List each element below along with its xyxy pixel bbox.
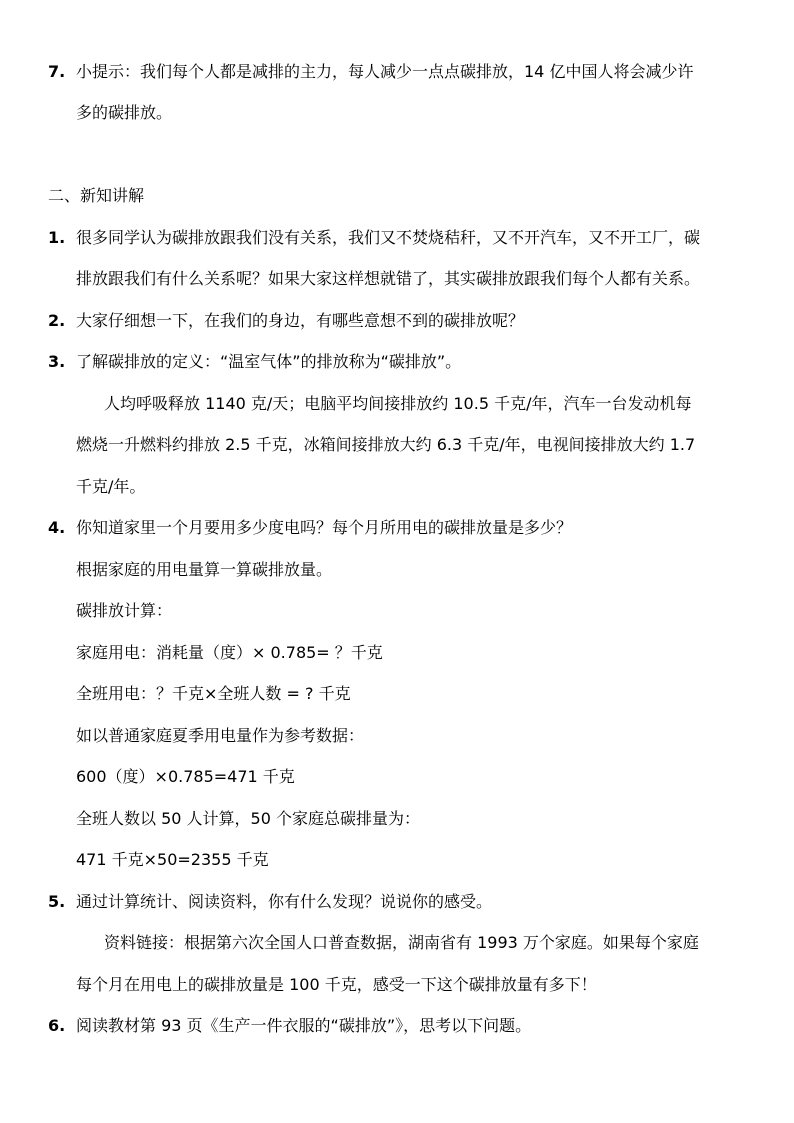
item-4-line-3: 碳排放计算： <box>76 601 173 620</box>
item-6-line-1: 阅读教材第 93 页《生产一件衣服的“碳排放”》，思考以下问题。 <box>76 1016 532 1035</box>
section-heading: 二、新知讲解 <box>48 186 145 205</box>
item-4-number: 4. <box>48 518 66 537</box>
item-5-line-2: 资料链接：根据第六次全国人口普查数据，湖南省有 1993 万个家庭。如果每个家庭 <box>104 933 699 952</box>
item-5-number: 5. <box>48 892 66 911</box>
item-7-number: 7. <box>48 62 66 81</box>
item-4-line-8: 全班人数以 50 人计算，50 个家庭总碳排量为： <box>76 809 420 828</box>
item-4-line-1: 你知道家里一个月要用多少度电吗？每个月所用电的碳排放量是多少？ <box>76 518 573 537</box>
item-4-line-7: 600（度）×0.785=471 千克 <box>76 767 295 786</box>
item-3-number: 3. <box>48 352 66 371</box>
item-6-number: 6. <box>48 1016 66 1035</box>
item-1-line-2: 排放跟我们有什么关系呢？如果大家这样想就错了，其实碳排放跟我们每个人都有关系。 <box>76 269 701 288</box>
item-3-line-2: 人均呼吸释放 1140 克/天；电脑平均间接排放约 10.5 千克/年，汽车一台发动机每 <box>104 394 692 413</box>
item-1-number: 1. <box>48 228 66 247</box>
item-3-line-4: 千克/年。 <box>76 477 146 496</box>
item-5-line-1: 通过计算统计、阅读资料，你有什么发现？说说你的感受。 <box>76 892 493 911</box>
item-5-line-3: 每个月在用电上的碳排放量是 100 千克，感受一下这个碳排放量有多下！ <box>76 975 597 994</box>
item-4-line-2: 根据家庭的用电量算一算碳排放量。 <box>76 560 333 579</box>
item-4-line-6: 如以普通家庭夏季用电量作为参考数据： <box>76 726 365 745</box>
item-3-line-3: 燃烧一升燃料约排放 2.5 千克，冰箱间接排放大约 6.3 千克/年，电视间接排放大约 1.7 <box>76 435 696 454</box>
item-1-line-1: 很多同学认为碳排放跟我们没有关系，我们又不焚烧秸秆，又不开汽车，又不开工厂，碳 <box>76 228 701 247</box>
item-4-line-9: 471 千克×50=2355 千克 <box>76 850 269 869</box>
item-7-line-2: 多的碳排放。 <box>76 103 173 122</box>
item-4-line-5: 全班用电：？千克×全班人数 = ? 千克 <box>76 684 351 703</box>
item-2-line-1: 大家仔细想一下，在我们的身边，有哪些意想不到的碳排放呢？ <box>76 311 525 330</box>
item-4-line-4: 家庭用电：消耗量（度）× 0.785= ？千克 <box>76 643 383 662</box>
item-7-line-1: 小提示：我们每个人都是减排的主力，每人减少一点点碳排放，14 亿中国人将会减少许 <box>76 62 694 81</box>
item-3-line-1: 了解碳排放的定义：“温室气体”的排放称为“碳排放”。 <box>76 352 462 371</box>
item-2-number: 2. <box>48 311 66 330</box>
